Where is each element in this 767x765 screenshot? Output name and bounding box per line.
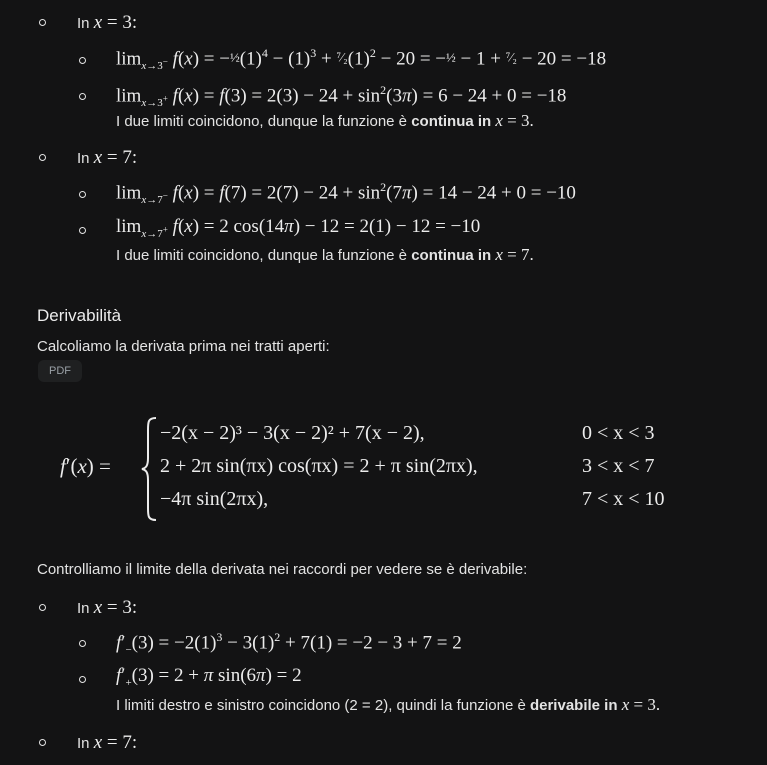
derivative-lhs: f′(x) = <box>60 454 111 478</box>
bullet <box>39 154 46 161</box>
bullet <box>39 19 46 26</box>
deriv-left-x3: $f'_-(3) = -2(1)^3 - 3(1)^2 + 7(1) = -2 - 3 + 7 = 2$ <box>116 630 462 657</box>
limit-left-x7: $\lim_{x\to 7^-} f(x) = f(7) = 2(7) - 24 + \sin^2(7\pi) = 14 - 24 + 0 = -10$ <box>116 180 576 207</box>
conclusion-x7: I due limiti coincidono, dunque la funzione è continua in x = 7. <box>116 245 534 264</box>
bullet <box>79 676 86 683</box>
limit-right-x7: $\lim_{x\to 7^+} f(x) = 2$ cos(14π) − 12 = 2(1) − 12 = −10 <box>116 216 481 240</box>
section-heading: Derivabilità <box>37 306 122 325</box>
bullet <box>79 640 86 647</box>
case-cond-3: 7 < x < 10 <box>582 488 665 510</box>
case-expr-3: −4π sin(2πx), <box>160 488 269 510</box>
brace <box>140 416 160 522</box>
case-cond-2: 3 < x < 7 <box>582 455 655 477</box>
case-cond-1: 0 < x < 3 <box>582 422 655 444</box>
case-expr-1: −2(x − 2)³ − 3(x − 2)² + 7(x − 2), <box>160 422 425 444</box>
bullet <box>79 57 86 64</box>
limit-left-x3: $\lim_{x\to 3^-} f(x)$ = $-\frac{1}{2}(1)^4 - (1)^3$ + $^7⁄_2(1)^2 - 20$ = −½ − 1 + ⁷⁄₂ − 20 = −18 <box>116 46 607 73</box>
bullet <box>39 604 46 611</box>
deriv-case-label-x3: In x = 3: <box>77 597 138 618</box>
case-expr-2: 2 + 2π sin(πx) cos(πx) = 2 + π sin(2πx), <box>160 455 478 477</box>
deriv-case-label-x7: In x = 7: <box>77 732 138 753</box>
case-label-x7: In x = 7: <box>77 147 138 168</box>
bullet <box>79 191 86 198</box>
check-text: Controlliamo il limite della derivata nei raccordi per vedere se è derivabile: <box>37 561 528 578</box>
pdf-chip[interactable]: PDF <box>38 360 82 382</box>
deriv-right-x3: $f'_+(3) = 2 + \pi$ sin(6π) = 2 <box>116 665 302 689</box>
intro-text: Calcoliamo la derivata prima nei tratti aperti: <box>37 338 330 355</box>
case-label-x3: In x = 3: <box>77 12 138 33</box>
bullet <box>39 739 46 746</box>
conclusion-x3: I due limiti coincidono, dunque la funzione è continua in x = 3. <box>116 111 534 130</box>
bullet <box>79 93 86 100</box>
deriv-conclusion-x3: I limiti destro e sinistro coincidono (2 = 2), quindi la funzione è derivabile in x = 3. <box>116 695 661 714</box>
bullet <box>79 227 86 234</box>
limit-right-x3: $\lim_{x\to 3^+} f(x) = f(3) = 2(3) - 24 + \sin^2(3\pi) = 6 - 24 + 0 = -18$ <box>116 83 567 110</box>
